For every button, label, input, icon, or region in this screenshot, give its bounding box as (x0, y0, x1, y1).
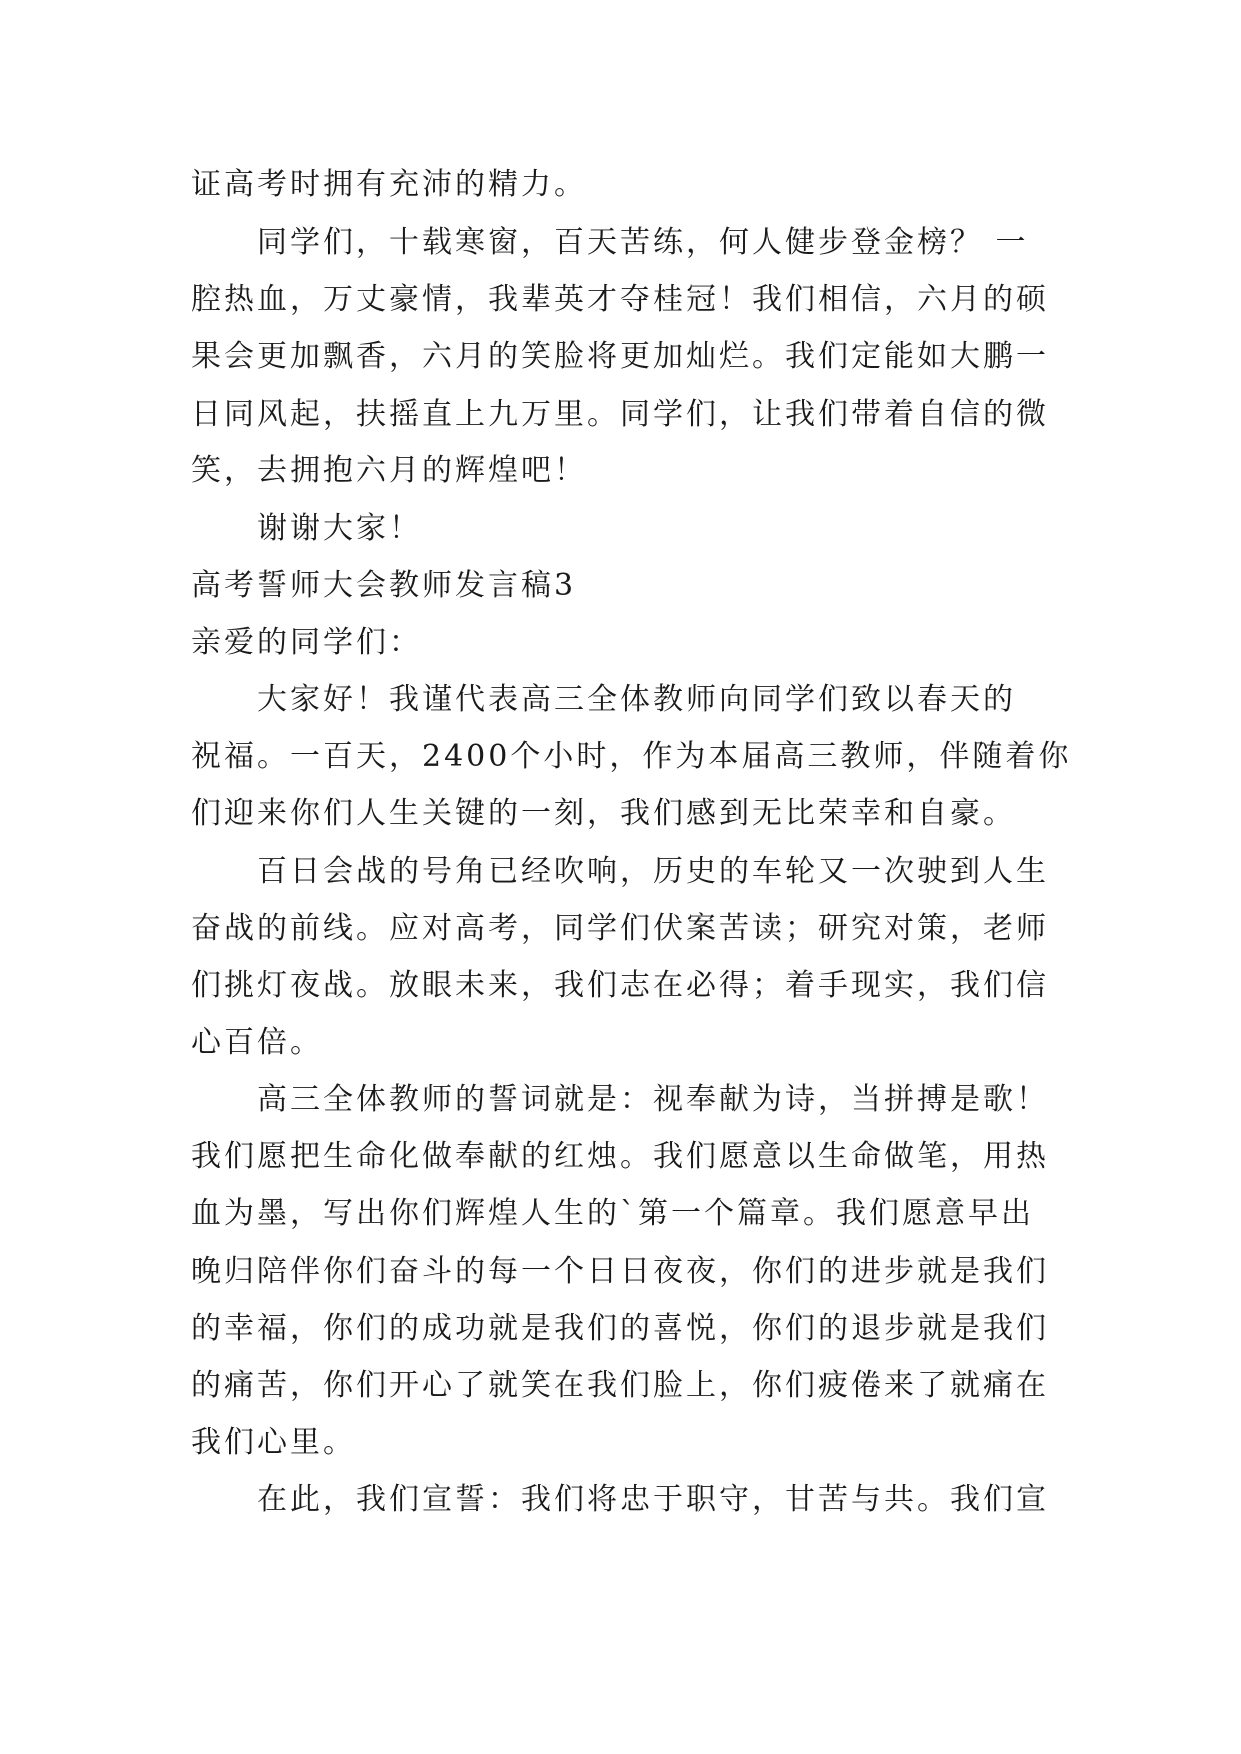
paragraph-start-line: 在此，我们宣誓：我们将忠于职守，甘苦与共。我们宣 (257, 1482, 1049, 1517)
text-line: 晚归陪伴你们奋斗的每一个日日夜夜，你们的进步就是我们 (191, 1254, 1049, 1289)
text-line: 血为墨，写出你们辉煌人生的`第一个篇章。我们愿意早出 (191, 1196, 1034, 1231)
text-line: 笑，去拥抱六月的辉煌吧！ (191, 453, 587, 488)
paragraph-start-line: 大家好！我谨代表高三全体教师向同学们致以春天的 (257, 682, 1016, 717)
paragraph-start-line: 高三全体教师的誓词就是：视奉献为诗，当拼搏是歌！ (257, 1082, 1049, 1117)
text-line: 的幸福，你们的成功就是我们的喜悦，你们的退步就是我们 (191, 1311, 1049, 1346)
text-line: 腔热血，万丈豪情，我辈英才夺桂冠！我们相信，六月的硕 (191, 282, 1049, 317)
text-line: 我们心里。 (191, 1425, 356, 1460)
text-line: 们挑灯夜战。放眼未来，我们志在必得；着手现实，我们信 (191, 968, 1049, 1003)
text-line: 心百倍。 (191, 1025, 323, 1060)
paragraph-start-line: 同学们，十载寒窗，百天苦练，何人健步登金榜？ 一 (257, 225, 1029, 260)
text-line: 证高考时拥有充沛的精力。 (191, 167, 587, 202)
paragraph-start-line: 谢谢大家！ (257, 511, 422, 546)
text-line: 的痛苦，你们开心了就笑在我们脸上，你们疲倦来了就痛在 (191, 1368, 1049, 1403)
text-line: 奋战的前线。应对高考，同学们伏案苦读；研究对策，老师 (191, 911, 1049, 946)
text-line: 我们愿把生命化做奉献的红烛。我们愿意以生命做笔，用热 (191, 1139, 1049, 1174)
paragraph-start-line: 百日会战的号角已经吹响，历史的车轮又一次驶到人生 (257, 854, 1049, 889)
text-line: 祝福。一百天，2400个小时，作为本届高三教师，伴随着你 (191, 739, 1072, 774)
text-line: 日同风起，扶摇直上九万里。同学们，让我们带着自信的微 (191, 397, 1049, 432)
section-heading: 高考誓师大会教师发言稿3 (191, 568, 577, 603)
text-line: 们迎来你们人生关键的一刻，我们感到无比荣幸和自豪。 (191, 796, 1016, 831)
salutation: 亲爱的同学们： (191, 625, 422, 660)
text-line: 果会更加飘香，六月的笑脸将更加灿烂。我们定能如大鹏一 (191, 339, 1049, 374)
